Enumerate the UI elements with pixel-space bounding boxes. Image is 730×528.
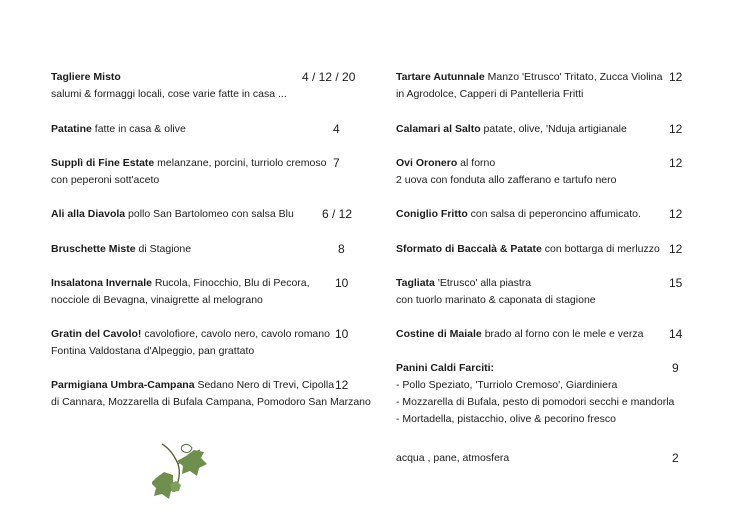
panini-line: - Pollo Speziato, 'Turriolo Cremoso', Giardiniera — [396, 379, 618, 391]
item-name: Bruschette Miste — [51, 243, 136, 255]
item-price: 12 — [335, 378, 349, 392]
item-desc: cavolofiore, cavolo nero, cavolo romano — [141, 328, 330, 340]
item-price: 12 — [669, 70, 683, 84]
menu-item-tagliere — [51, 69, 287, 103]
item-price: 12 — [669, 207, 683, 221]
item-price: 15 — [669, 276, 683, 290]
item-name: Insalatona Invernale — [51, 277, 152, 289]
item-price: 12 — [669, 242, 683, 256]
menu-item-patatine — [51, 121, 186, 138]
item-price: 4 / 12 / 20 — [302, 70, 356, 84]
menu-item-sformato — [396, 241, 660, 258]
item-name: Tagliata — [396, 277, 435, 289]
item-desc: al forno — [457, 157, 496, 169]
menu-item-tartare — [396, 69, 662, 103]
item-desc-2: salumi & formaggi locali, cose varie fatte in casa ... — [51, 88, 287, 100]
item-desc: melanzane, porcini, turriolo cremoso — [154, 157, 327, 169]
item-desc: con bottarga di merluzzo — [541, 243, 660, 255]
item-name: Gratin del Cavolo! — [51, 328, 142, 340]
item-desc: brado al forno con le mele e verza — [481, 328, 644, 340]
item-desc: patate, olive, 'Nduja artigianale — [480, 123, 627, 135]
menu-item-suppli — [51, 155, 326, 189]
menu-item-costine — [396, 326, 643, 343]
item-desc-2: con peperoni sott'aceto — [51, 174, 160, 186]
menu-item-tagliata — [396, 275, 596, 309]
item-price: 10 — [335, 327, 349, 341]
menu-item-panini — [396, 360, 674, 428]
vine-leaves-icon — [152, 440, 208, 502]
item-name: Patatine — [51, 123, 92, 135]
item-name: Tartare Autunnale — [396, 71, 485, 83]
item-price: 9 — [672, 361, 679, 375]
item-name: Tagliere Misto — [51, 71, 121, 83]
item-price: 10 — [335, 276, 349, 290]
menu-item-calamari — [396, 121, 627, 138]
item-price: 7 — [333, 156, 340, 170]
item-desc: con salsa di peperoncino affumicato. — [467, 208, 641, 220]
item-price: 4 — [333, 122, 340, 136]
item-name: Parmigiana Umbra-Campana — [51, 379, 195, 391]
item-desc: 'Etrusco' alla piastra — [434, 277, 532, 289]
item-desc-2: in Agrodolce, Capperi di Pantelleria Fritti — [396, 88, 584, 100]
item-desc: Manzo 'Etrusco' Tritato, Zucca Violina — [484, 71, 663, 83]
item-price: 14 — [669, 327, 683, 341]
item-price: 2 — [672, 451, 679, 465]
item-desc: di Stagione — [135, 243, 192, 255]
menu-item-coniglio — [396, 206, 641, 223]
item-price: 8 — [338, 242, 345, 256]
panini-line: - Mozzarella di Bufala, pesto di pomodori secchi e mandorla — [396, 396, 675, 408]
item-desc-2: nocciole di Bevagna, vinaigrette al melograno — [51, 294, 263, 306]
item-name: Costine di Maiale — [396, 328, 482, 340]
panini-line: - Mortadella, pistacchio, olive & pecorino fresco — [396, 413, 617, 425]
item-desc-2: di Cannara, Mozzarella di Bufala Campana, Pomodoro San Marzano — [51, 396, 371, 408]
item-name: Sformato di Baccalà & Patate — [396, 243, 542, 255]
item-desc: Rucola, Finocchio, Blu di Pecora, — [151, 277, 310, 289]
menu-item-ali — [51, 206, 294, 223]
item-desc-2: Fontina Valdostana d'Alpeggio, pan grattato — [51, 345, 255, 357]
item-name: Panini Caldi Farciti: — [396, 362, 495, 374]
item-name: Calamari al Salto — [396, 123, 481, 135]
item-price: 12 — [669, 122, 683, 136]
menu-item-insalatona — [51, 275, 310, 309]
item-desc-2: 2 uova con fonduta allo zafferano e tartufo nero — [396, 174, 617, 186]
menu-item-gratin — [51, 326, 330, 360]
item-name: Ali alla Diavola — [51, 208, 126, 220]
item-price: 12 — [669, 156, 683, 170]
item-desc: Sedano Nero di Trevi, Cipolla — [194, 379, 335, 391]
menu-item-bruschette — [51, 241, 191, 258]
menu-item-ovi — [396, 155, 616, 189]
item-name: Coniglio Fritto — [396, 208, 468, 220]
menu-item-parmigiana — [51, 377, 371, 411]
item-desc: pollo San Bartolomeo con salsa Blu — [125, 208, 294, 220]
item-desc: fatte in casa & olive — [91, 123, 186, 135]
menu-item-extra — [396, 450, 509, 467]
item-desc-2: con tuorlo marinato & caponata di stagione — [396, 294, 596, 306]
item-name: Supplì di Fine Estate — [51, 157, 155, 169]
item-name: Ovi Oronero — [396, 157, 458, 169]
item-price: 6 / 12 — [322, 207, 353, 221]
item-desc: acqua , pane, atmosfera — [396, 452, 510, 464]
